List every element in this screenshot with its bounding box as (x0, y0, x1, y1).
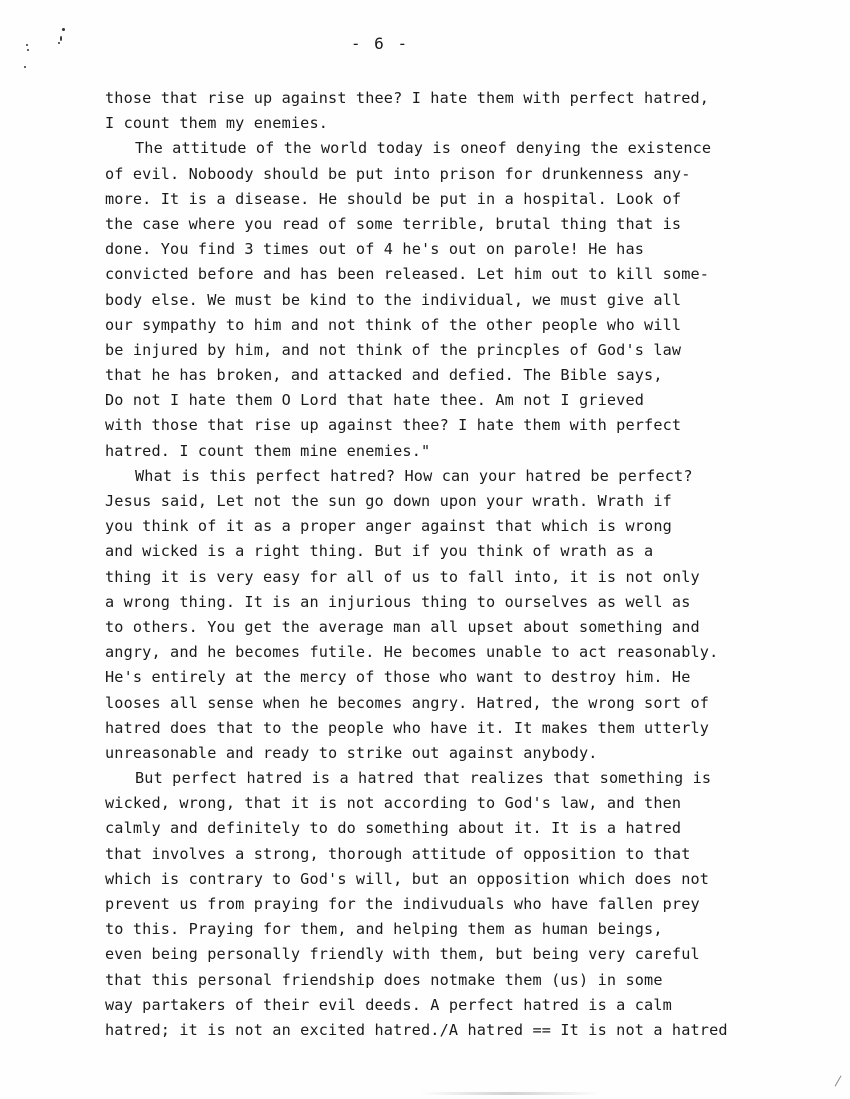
text-line: hatred. I count them mine enemies." (105, 441, 431, 460)
text-line: convicted before and has been released. Let him out to kill some- (105, 265, 710, 284)
text-line: to others. You get the average man all upset about something and (105, 617, 700, 636)
text-line: that he has broken, and attacked and defied. The Bible says, (105, 366, 663, 385)
speck (62, 28, 65, 31)
text-line: you think of it as a proper anger against that which is wrong (105, 517, 672, 536)
text-line: the case where you read of some terrible, brutal thing that is (105, 214, 682, 233)
text-line: to this. Praying for them, and helping them as human beings, (105, 920, 663, 939)
text-line: with those that rise up against thee? I hate them with perfect (105, 416, 682, 435)
text-line: that this personal friendship does notmake them (us) in some (105, 970, 663, 989)
text-line: calmly and definitely to do something about it. It is a hatred (105, 819, 682, 838)
text-line: be injured by him, and not think of the princples of God's law (105, 340, 682, 359)
speck (24, 66, 26, 68)
paragraph-start-line: What is this perfect hatred? How can your hatred be perfect? (135, 466, 693, 485)
text-line: even being personally friendly with them, but being very careful (105, 945, 700, 964)
text-line: prevent us from praying for the indivuduals who have fallen prey (105, 895, 700, 913)
text-line: and wicked is a right thing. But if you think of wrath as a (105, 542, 654, 561)
text-line: way partakers of their evil deeds. A perfect hatred is a calm (105, 995, 672, 1014)
text-line: those that rise up against thee? I hate them with perfect hatred, (105, 89, 710, 107)
text-line: done. You find 3 times out of 4 he's out on parole! He has (105, 240, 645, 259)
text-line: wicked, wrong, that it is not according to God's law, and then (105, 794, 682, 813)
scan-smudge (420, 1092, 600, 1095)
paragraph-start-line: But perfect hatred is a hatred that realizes that something is (135, 769, 712, 788)
text-line: a wrong thing. It is an injurious thing to ourselves as well as (105, 592, 691, 611)
text-line: hatred; it is not an excited hatred./A hatred == It is not a hatred (105, 1020, 728, 1039)
text-line: Do not I hate them O Lord that hate thee. Am not I grieved (105, 391, 645, 410)
body-text (105, 86, 805, 1043)
text-line: which is contrary to God's will, but an opposition which does not (105, 869, 710, 888)
text-line: He's entirely at the mercy of those who want to destroy him. He (105, 668, 691, 687)
text-line: of evil. Noboody should be put into prison for drunkenness any- (105, 164, 691, 183)
text-line: looses all sense when he becomes angry. Hatred, the wrong sort of (105, 693, 710, 712)
text-line: I count them my enemies. (105, 114, 329, 133)
text-line: body else. We must be kind to the individual, we must give all (105, 290, 682, 309)
text-line: angry, and he becomes futile. He becomes unable to act reasonably. (105, 643, 719, 662)
text-line: thing it is very easy for all of us to fall into, it is not only (105, 567, 700, 586)
page-number: - 6 - (350, 34, 410, 53)
text-line: Jesus said, Let not the sun go down upon your wrath. Wrath if (105, 492, 672, 510)
text-line: hatred does that to the people who have it. It makes them utterly (105, 718, 710, 737)
text-line: our sympathy to him and not think of the other people who will (105, 315, 682, 334)
text-line: more. It is a disease. He should be put in a hospital. Look of (105, 189, 682, 208)
text-line: that involves a strong, thorough attitude of opposition to that (105, 844, 691, 863)
scan-corner-mark (835, 1076, 849, 1091)
text-line: unreasonable and ready to strike out against anybody. (105, 743, 598, 762)
paragraph-start-line: The attitude of the world today is oneof denying the existence (135, 139, 712, 158)
